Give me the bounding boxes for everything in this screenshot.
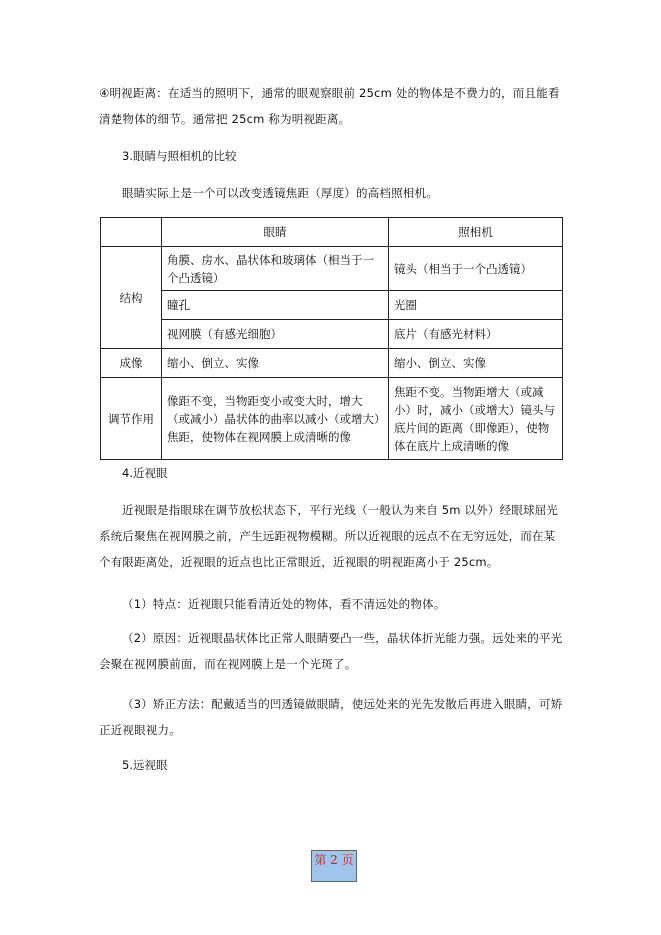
eye-camera-comparison-table <box>100 217 563 460</box>
heading-hyperopia: 5.远视眼 <box>122 758 168 772</box>
cell-camera-imaging: 缩小、倒立、实像 <box>389 349 563 378</box>
paragraph-myopia-cause: （2）原因：近视眼晶状体比正常人眼睛要凸一些，晶状体折光能力强。远处来的平光会聚在视网膜前面，而在视网膜上是一个光斑了。 <box>99 631 563 671</box>
cell-eye-adjustment: 像距不变，当物距变小或变大时，增大（或减小）晶状体的曲率以减小（或增大）焦距，使物体在视网膜上成清晰的像 <box>162 378 389 460</box>
paragraph-eye-as-camera: 眼睛实际上是一个可以改变透镜焦距（厚度）的高档照相机。 <box>122 186 438 200</box>
cell-eye-lens: 角膜、房水、晶状体和玻璃体（相当于一个凸透镜） <box>162 247 389 291</box>
paragraph-myopia-feature: （1）特点：近视眼只能看清近处的物体，看不清远处的物体。 <box>122 597 446 611</box>
header-camera: 照相机 <box>389 218 563 247</box>
header-eye: 眼睛 <box>162 218 389 247</box>
cell-eye-imaging: 缩小、倒立、实像 <box>162 349 389 378</box>
paragraph-clear-vision-distance: ④明视距离：在适当的照明下，通常的眼观察眼前 25cm 处的物体是不费力的，而且能看清楚物体的细节。通常把 25cm 称为明视距离。 <box>99 86 560 126</box>
cell-camera-film: 底片（有感光材料） <box>389 320 563 349</box>
row-label-imaging: 成像 <box>101 349 162 378</box>
table-corner-cell <box>101 218 162 247</box>
cell-camera-adjustment: 焦距不变。当物距增大（或减小）时，减小（或增大）镜头与底片间的距离（即像距），使物体在底片上成清晰的像 <box>389 378 563 460</box>
row-label-adjustment: 调节作用 <box>101 378 162 460</box>
cell-camera-lens: 镜头（相当于一个凸透镜） <box>389 247 563 291</box>
page-number-badge: 第 2 页 <box>311 850 357 882</box>
cell-eye-pupil: 瞳孔 <box>162 291 389 320</box>
row-label-structure: 结构 <box>101 247 162 349</box>
heading-myopia: 4.近视眼 <box>122 466 168 480</box>
paragraph-myopia-correction: （3）矫正方法：配戴适当的凹透镜做眼睛，使远处来的光先发散后再进入眼睛，可矫正近视眼视力。 <box>99 697 563 737</box>
heading-eye-camera-comparison: 3.眼睛与照相机的比较 <box>122 149 237 163</box>
paragraph-myopia-definition: 近视眼是指眼球在调节放松状态下，平行光线（一般认为来自 5m 以外）经眼球屈光系统后聚焦在视网膜之前，产生远距视物模糊。所以近视眼的远点不在无穷远处，而在某个有限距离处，近视眼的近点也比正常眼近，近视眼的明视距离小于 25cm。 <box>99 503 559 569</box>
cell-eye-retina: 视网膜（有感光细胞） <box>162 320 389 349</box>
cell-camera-aperture: 光圈 <box>389 291 563 320</box>
